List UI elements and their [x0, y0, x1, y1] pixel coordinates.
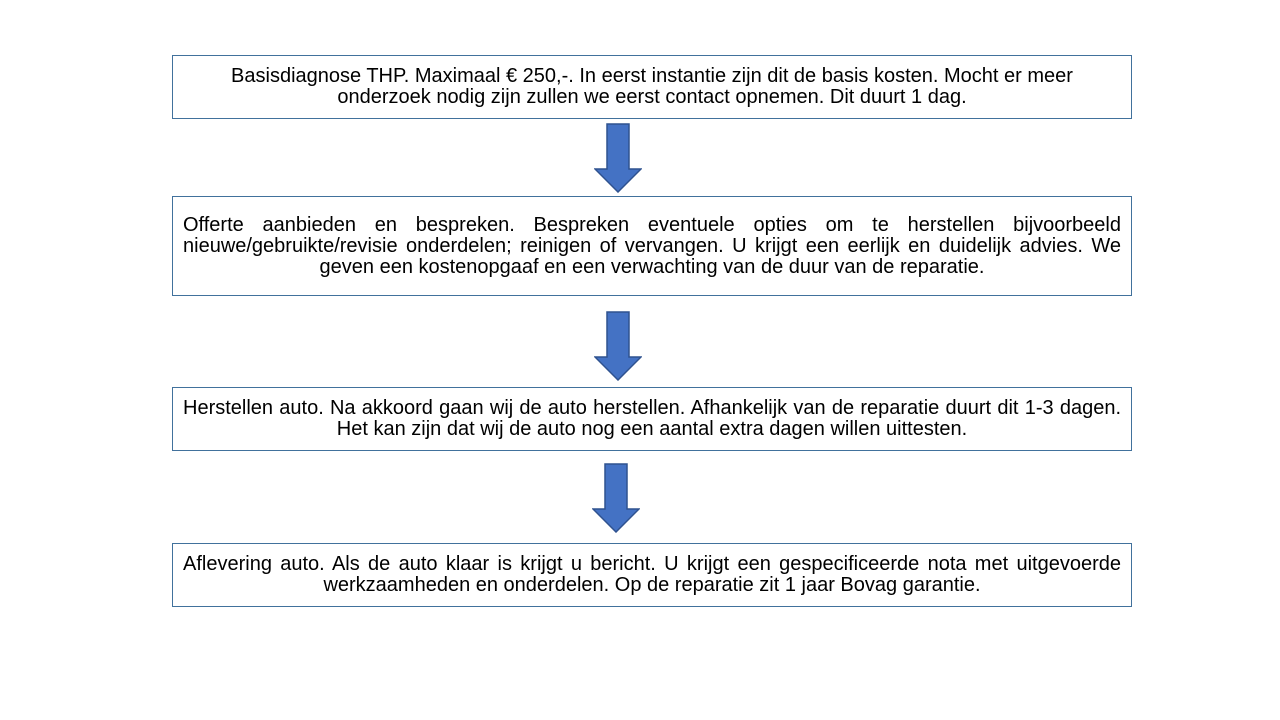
down-arrow-icon — [594, 311, 642, 381]
step-text-delivery: Aflevering auto. Als de auto klaar is krijgt u bericht. U krijgt een gespecificeerde nota met uitgevoerde werkzaamheden en onderdelen. Op de reparatie zit 1 jaar Bovag garantie. — [183, 553, 1121, 596]
step-text-repair: Herstellen auto. Na akkoord gaan wij de auto herstellen. Afhankelijk van de reparatie duurt dit 1-3 dagen. Het kan zijn dat wij de auto nog een aantal extra dagen willen uittesten. — [183, 397, 1121, 440]
step-box-delivery — [172, 543, 1132, 607]
down-arrow-icon — [594, 123, 642, 193]
step-box-quotation — [172, 196, 1132, 296]
step-box-diagnosis — [172, 55, 1132, 119]
step-text-quotation: Offerte aanbieden en bespreken. Bespreken eventuele opties om te herstellen bijvoorbeeld nieuwe/gebruikte/revisie onderdelen; reinigen of vervangen. U krijgt een eerlijk en duidelijk advies. We geven een kostenopgaaf en een verwachting van de duur van de reparatie. — [183, 213, 1121, 278]
step-box-repair — [172, 387, 1132, 451]
down-arrow-icon — [592, 463, 640, 533]
step-text-diagnosis: Basisdiagnose THP. Maximaal € 250,-. In eerst instantie zijn dit de basis kosten. Mocht er meer onderzoek nodig zijn zullen we eerst contact opnemen. Dit duurt 1 dag. — [231, 65, 1073, 108]
